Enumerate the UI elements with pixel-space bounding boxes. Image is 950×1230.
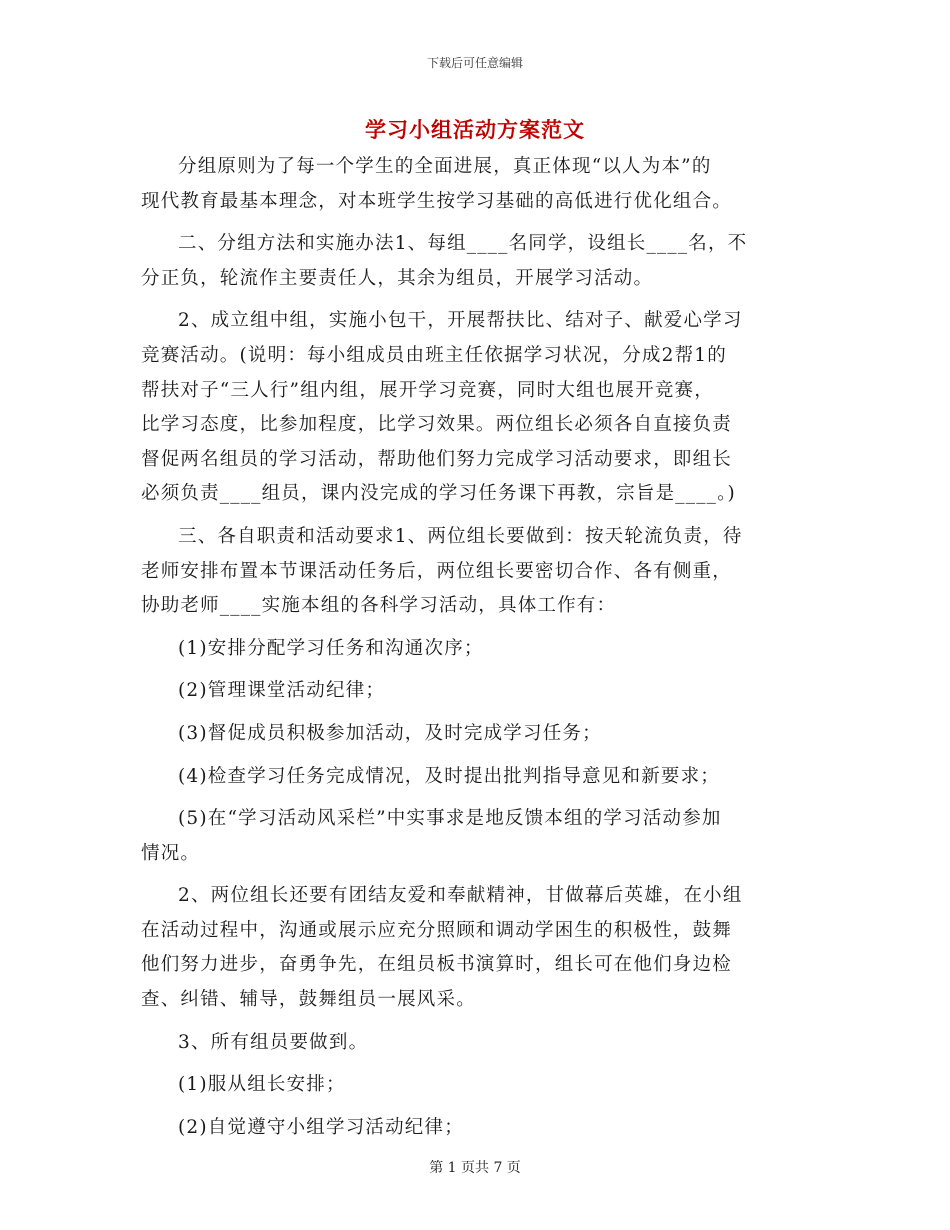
paragraph-line: 他们努力进步，奋勇争先，在组员板书演算时，组长可在他们身边检 [141,954,733,976]
paragraph-line: (4)检查学习任务完成情况，及时提出批判指导意见和新要求； [178,765,721,787]
paragraph [141,304,809,512]
paragraph-line: 现代教育最基本理念，对本班学生按学习基础的高低进行优化组合。 [141,190,733,212]
paragraph-line: (1)服从组长安排； [178,1074,346,1096]
document-title: 学习小组活动方案范文 [365,117,585,142]
page-footer: 第 1 页共 7 页 [429,1160,521,1176]
paragraph-line: 2、两位组长还要有团结友爱和奉献精神，甘做幕后英雄，在小组 [178,885,743,907]
paragraph-line: 分组原则为了每一个学生的全面进展，真正体现“以人为本”的 [178,156,712,177]
paragraph-line: (2)自觉遵守小组学习活动纪律； [178,1116,464,1138]
paragraph [141,674,809,709]
paragraph [141,520,809,624]
paragraph [141,150,809,219]
paragraph [141,1068,809,1103]
paragraph [141,1111,809,1146]
paragraph [141,879,809,1017]
paragraph-line: 2、成立组中组，实施小包干，开展帮扶比、结对子、献爱心学习 [178,310,743,332]
paragraph-line: 老师安排布置本节课活动任务后，两位组长要密切合作、各有侧重， [141,560,733,582]
paragraph [141,760,809,795]
paragraph [141,1026,809,1061]
paragraph-line: 分正负，轮流作主要责任人，其余为组员，开展学习活动。 [141,267,654,289]
paragraph-line: 竞赛活动。(说明：每小组成员由班主任依据学习状况，分成2帮1的 [141,344,727,366]
paragraph-line: 督促两名组员的学习活动，帮助他们努力完成学习活动要求，即组长 [141,448,733,470]
paragraph-line: 3、所有组员要做到。 [178,1031,369,1053]
paragraph [141,227,809,296]
paragraph [141,632,809,667]
paragraph-line: (1)安排分配学习任务和沟通次序； [178,637,484,659]
paragraph-line: 三、各自职责和活动要求1、两位组长要做到：按天轮流负责，待 [178,525,743,547]
paragraph-line: (3)督促成员积极参加活动，及时完成学习任务； [178,722,602,744]
paragraph-line: 比学习态度，比参加程度，比学习效果。两位组长必须各自直接负责 [141,414,733,436]
paragraph-line: 协助老师____实施本组的各科学习活动，具体工作有： [141,595,617,617]
paragraph-line: 帮扶对子“三人行”组内组，展开学习竞赛，同时大组也展开竞赛， [141,379,714,401]
paragraph-line: 查、纠错、辅导，鼓舞组员一展风采。 [141,989,476,1011]
paragraph-line: (2)管理课堂活动纪律； [178,680,386,702]
paragraph-line: 必须负责____组员，课内没完成的学习任务课下再教，宗旨是____。) [141,483,736,505]
header-note: 下载后可任意编辑 [426,56,523,70]
paragraph-line: (5)在“学习活动风采栏”中实事求是地反馈本组的学习活动参加 [178,808,722,830]
document-body [141,150,809,1145]
paragraph [141,717,809,752]
paragraph-line: 在活动过程中，沟通或展示应充分照顾和调动学困生的积极性，鼓舞 [141,919,733,941]
paragraph-line: 情况。 [141,842,201,864]
paragraph-line: 二、分组方法和实施办法1、每组____名同学，设组长____名，不 [178,233,748,255]
paragraph [141,802,809,871]
